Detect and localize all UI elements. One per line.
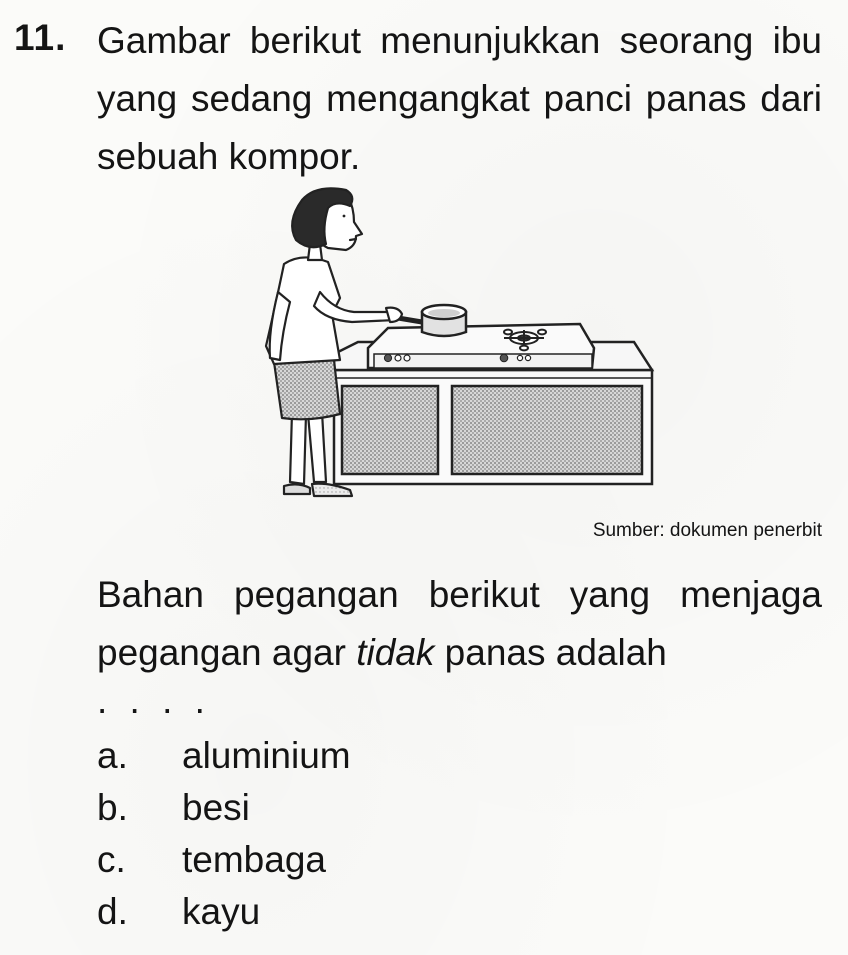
option-letter: d. xyxy=(97,891,128,932)
answer-options xyxy=(97,730,351,938)
stove-illustration xyxy=(262,182,662,504)
option-text: kayu xyxy=(182,891,261,932)
prompt-text-before: Bahan pegangan berikut yang menjaga pegangan agar xyxy=(97,574,822,673)
source-caption: Sumber: dokumen penerbit xyxy=(592,520,822,541)
option-text: aluminium xyxy=(182,735,351,776)
option-text: besi xyxy=(182,787,250,828)
question-number: 11. xyxy=(14,17,67,58)
option-letter: c. xyxy=(97,839,126,880)
option-a[interactable] xyxy=(97,730,351,782)
option-b[interactable] xyxy=(97,782,351,834)
question-stem: Gambar berikut menunjukkan seorang ibu yang sedang mengangkat panci panas dari sebuah kompor. xyxy=(97,20,822,177)
option-text: tembaga xyxy=(182,839,326,880)
prompt-text-after: panas adalah xyxy=(434,632,667,673)
answer-blank: . . . . xyxy=(97,680,211,721)
option-c[interactable] xyxy=(97,834,351,886)
woman-lifting-pan-from-stove-illustration xyxy=(262,182,662,504)
option-letter: b. xyxy=(97,787,128,828)
prompt-emphasis: tidak xyxy=(356,632,435,673)
question-prompt xyxy=(97,566,822,682)
gas-stove xyxy=(368,324,594,368)
option-d[interactable] xyxy=(97,886,351,938)
option-letter: a. xyxy=(97,735,128,776)
